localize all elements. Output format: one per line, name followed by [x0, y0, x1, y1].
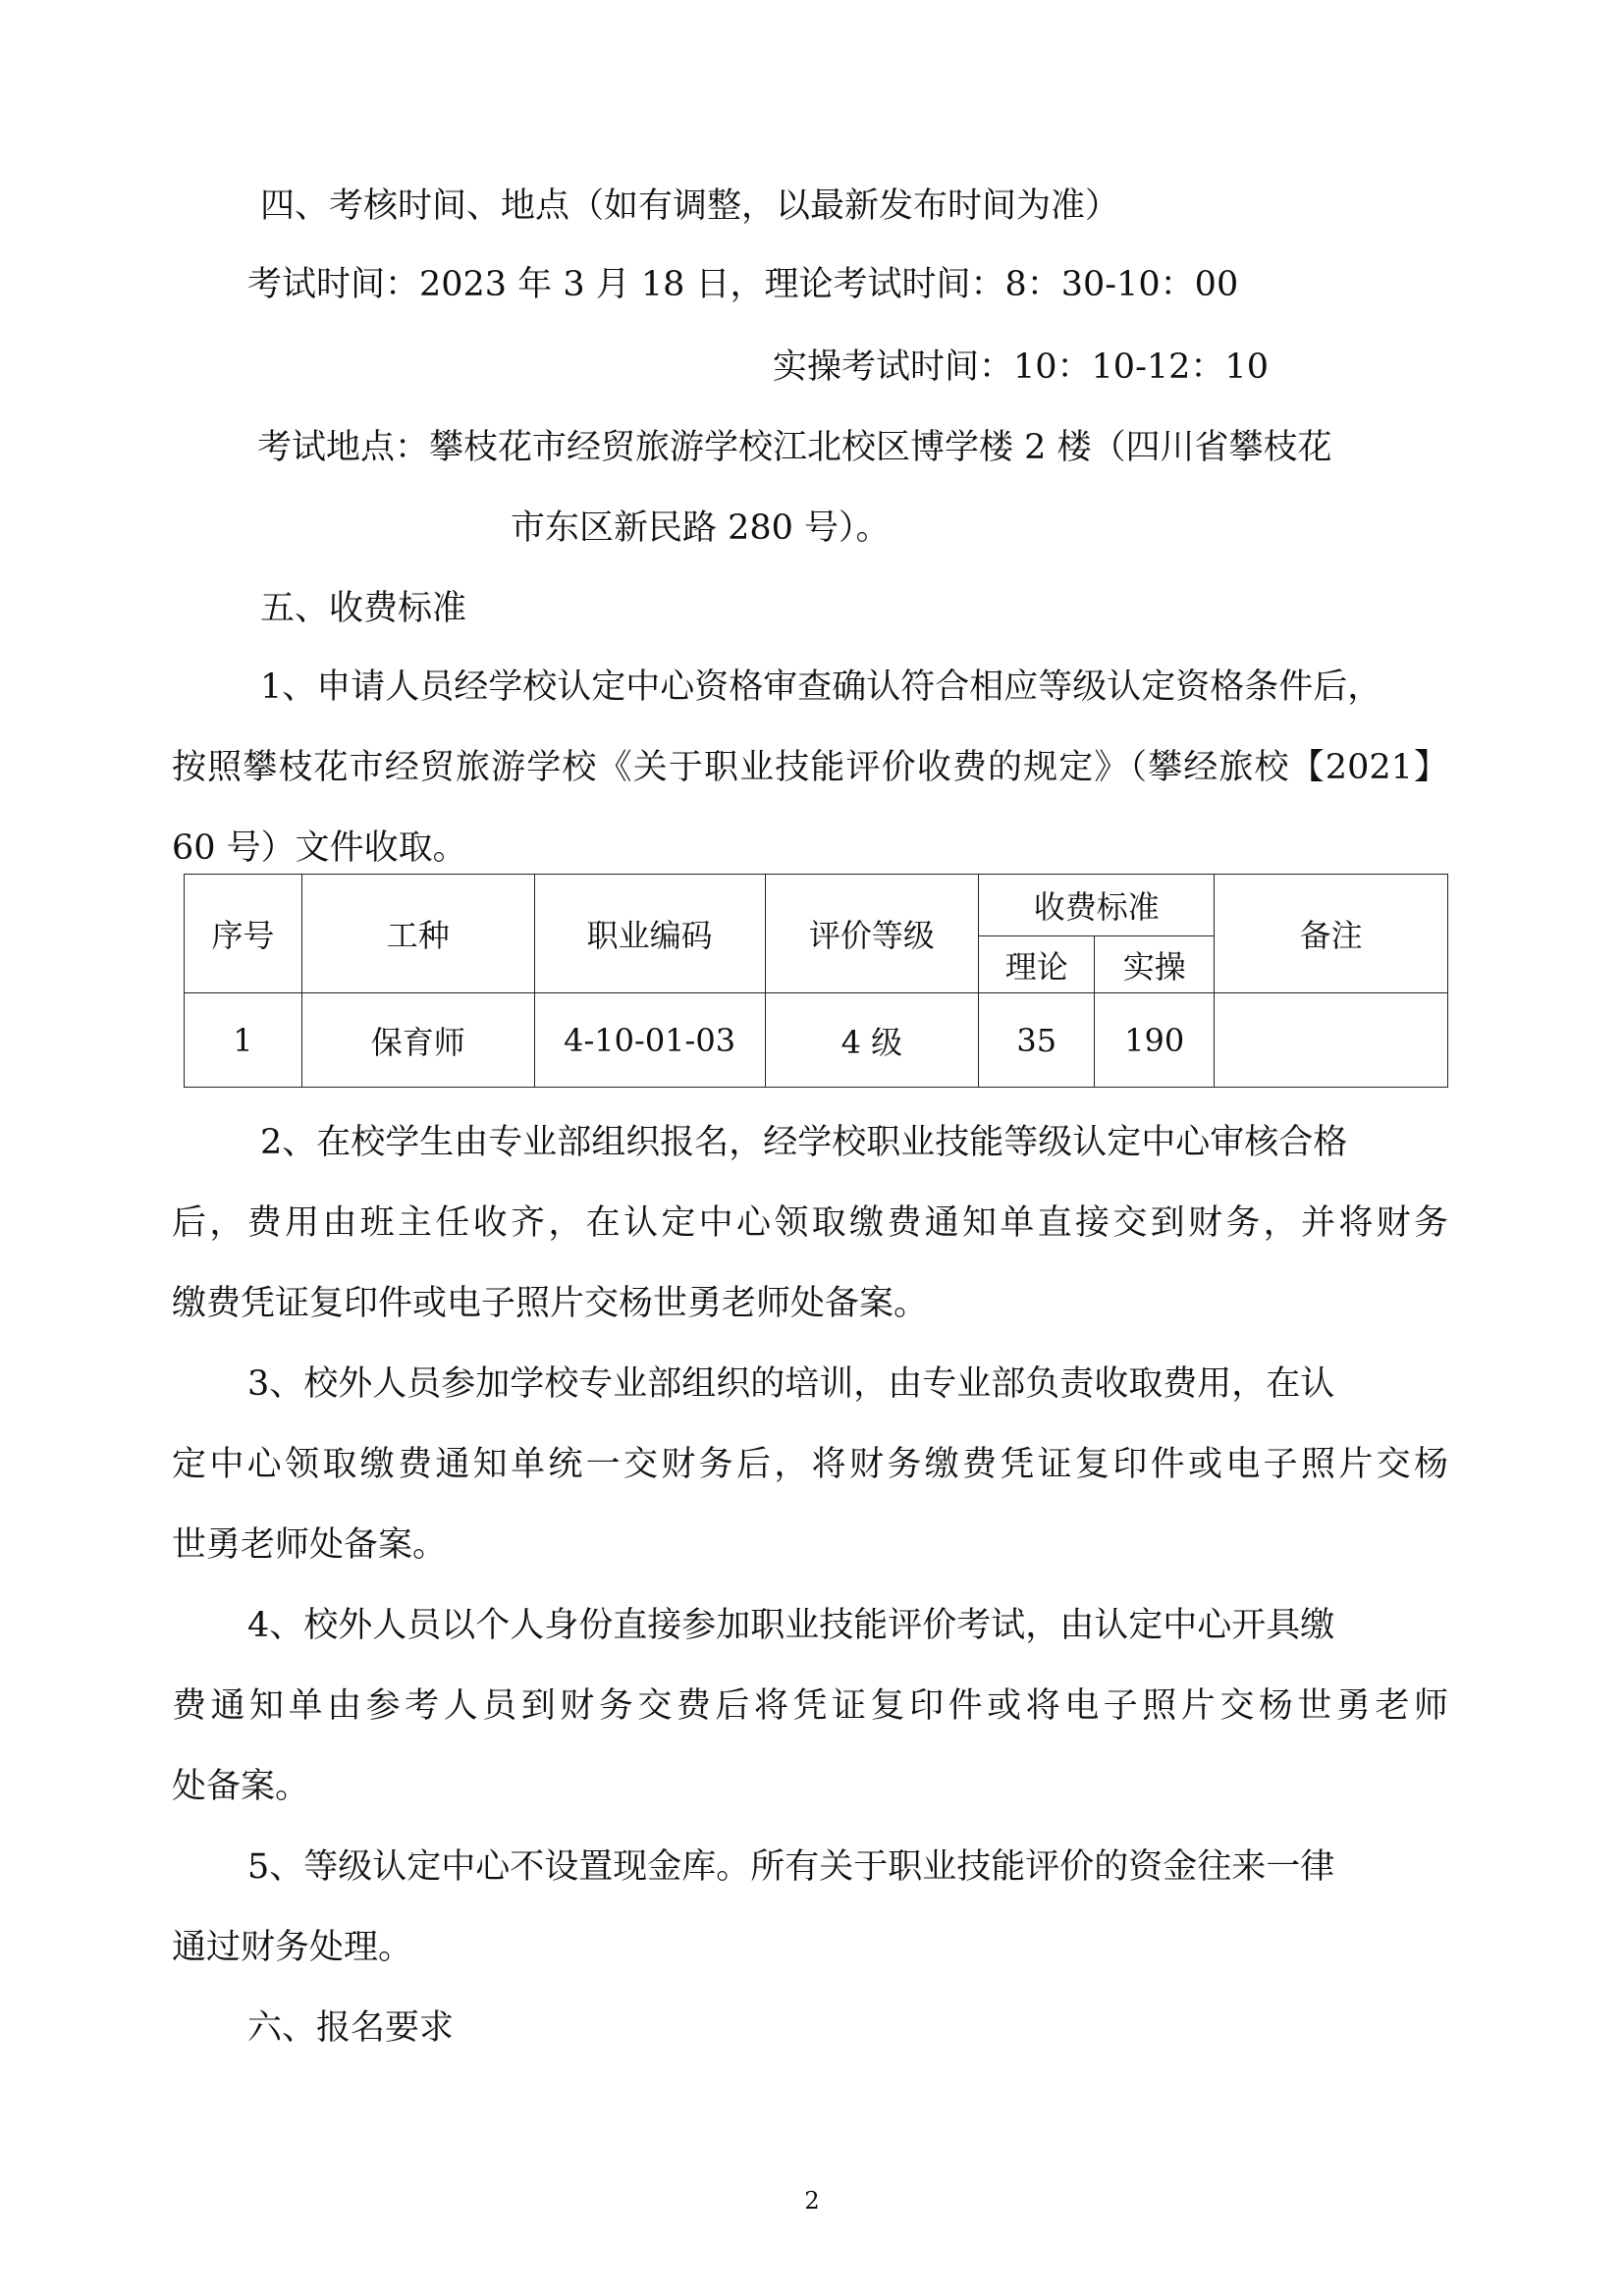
fee-item4-line2: 费通知单由参考人员到财务交费后将凭证复印件或将电子照片交杨世勇老师	[172, 1686, 1448, 1726]
fee-item3-line3: 世勇老师处备案。	[172, 1525, 448, 1565]
cell-level: 4 级	[765, 993, 979, 1088]
fee-item4-line1: 4、校外人员以个人身份直接参加职业技能评价考试，由认定中心开具缴	[247, 1606, 1335, 1645]
fee-item3-line1: 3、校外人员参加学校专业部组织的培训，由专业部负责收取费用，在认	[247, 1364, 1335, 1404]
fee-item1-line3: 60 号）文件收取。	[172, 828, 467, 868]
fee-item5-line1: 5、等级认定中心不设置现金库。所有关于职业技能评价的资金往来一律	[247, 1847, 1335, 1887]
cell-remark	[1215, 993, 1448, 1088]
fee-item2-line2: 后，费用由班主任收齐，在认定中心领取缴费通知单直接交到财务，并将财务	[172, 1203, 1448, 1243]
cell-seq: 1	[185, 993, 302, 1088]
header-fee-practical: 实操	[1095, 936, 1215, 993]
fee-item2-line3: 缴费凭证复印件或电子照片交杨世勇老师处备案。	[172, 1284, 929, 1323]
header-code: 职业编码	[534, 875, 765, 993]
section4-heading: 四、考核时间、地点（如有调整，以最新发布时间为准）	[260, 187, 1120, 226]
fee-item2-line1: 2、在校学生由专业部组织报名，经学校职业技能等级认定中心审核合格	[260, 1123, 1348, 1162]
fee-item1-line1: 1、申请人员经学校认定中心资格审查确认符合相应等级认定资格条件后，	[260, 667, 1382, 707]
fee-item4-line3: 处备案。	[172, 1767, 310, 1806]
header-level: 评价等级	[765, 875, 979, 993]
fee-item3-line2: 定中心领取缴费通知单统一交财务后，将财务缴费凭证复印件或电子照片交杨	[172, 1445, 1448, 1484]
fee-item1-line2: 按照攀枝花市经贸旅游学校《关于职业技能评价收费的规定》（攀经旅校【2021】	[172, 748, 1448, 787]
practical-exam-time: 实操考试时间：10：10-12：10	[773, 347, 1269, 387]
cell-code: 4-10-01-03	[534, 993, 765, 1088]
section5-heading: 五、收费标准	[260, 589, 467, 628]
cell-practical-fee: 190	[1095, 993, 1215, 1088]
header-fee-theory: 理论	[979, 936, 1095, 993]
table-row	[185, 993, 1448, 1088]
fee-item5-line2: 通过财务处理。	[172, 1928, 413, 1967]
header-fee: 收费标准	[979, 875, 1215, 936]
fee-table	[184, 874, 1448, 1088]
header-trade: 工种	[301, 875, 534, 993]
section6-heading: 六、报名要求	[247, 2008, 455, 2048]
exam-time: 考试时间：2023 年 3 月 18 日，理论考试时间：8：30-10：00	[247, 265, 1239, 304]
page-number: 2	[804, 2187, 820, 2215]
exam-location-line1: 考试地点：攀枝花市经贸旅游学校江北校区博学楼 2 楼（四川省攀枝花	[257, 428, 1332, 467]
header-seq: 序号	[185, 875, 302, 993]
cell-theory-fee: 35	[979, 993, 1095, 1088]
cell-trade: 保育师	[301, 993, 534, 1088]
exam-location-line2: 市东区新民路 280 号）。	[511, 508, 891, 548]
header-remark: 备注	[1215, 875, 1448, 993]
